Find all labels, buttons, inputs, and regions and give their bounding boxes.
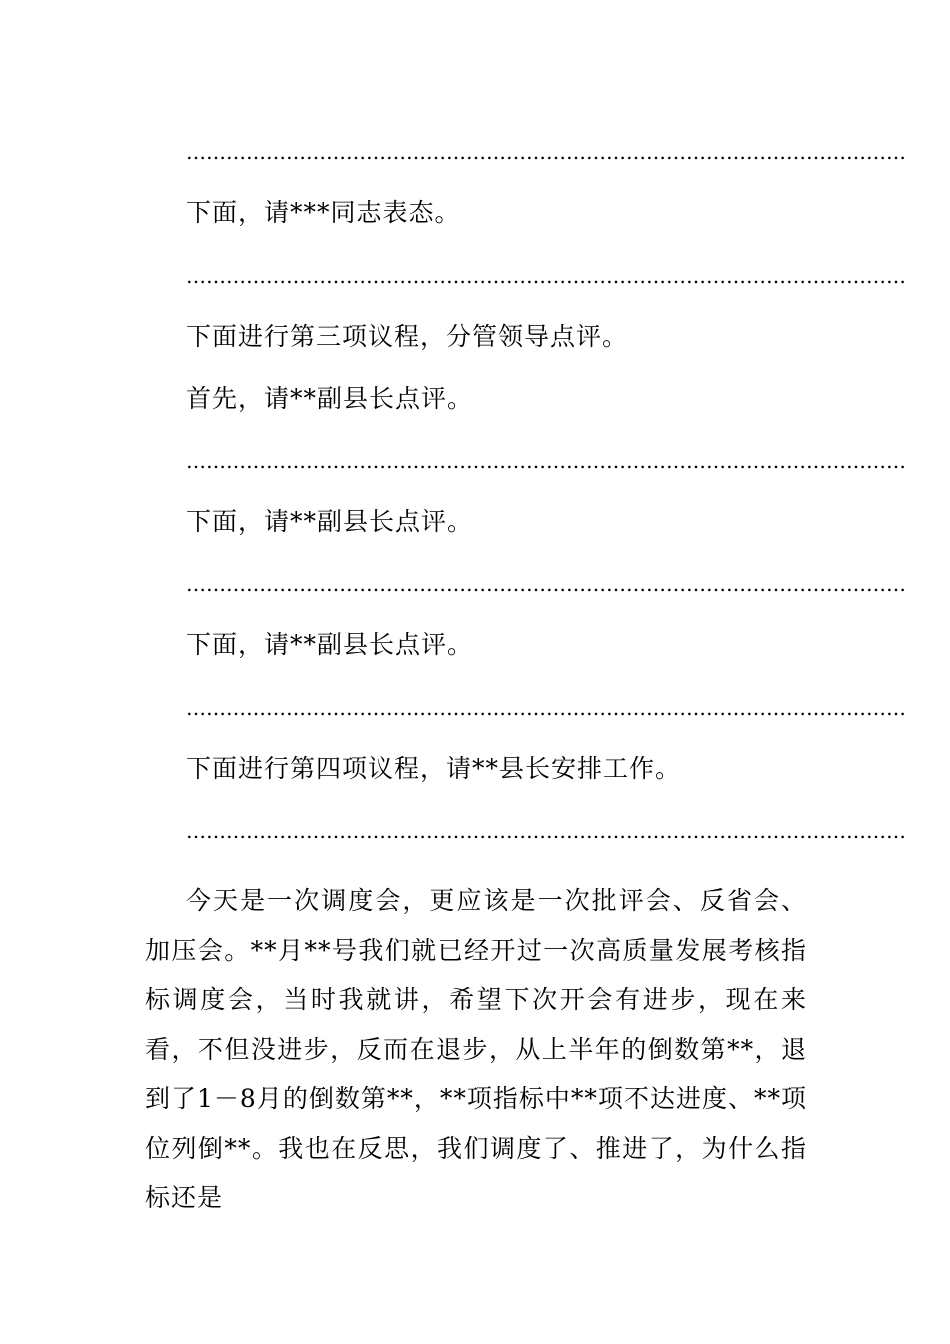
body-paragraph: 今天是一次调度会，更应该是一次批评会、反省会、加压会。**月**号我们就已经开过一次高质量发展考核指标调度会，当时我就讲，希望下次开会有进步，现在来看，不但没进步，反而在退步，从上半年的倒数第**，退到了1－8月的倒数第**，**项指标中**项不达进度、**项位列倒**。我也在反思，我们调度了、推进了，为什么指标还是: [145, 886, 807, 1212]
ellipsis-line: ………………………………………………………………………………………………: [186, 572, 906, 596]
agenda-line: 首先，请**副县长点评。: [186, 384, 474, 413]
agenda-line: 下面，请**副县长点评。: [186, 630, 474, 659]
agenda-line: 下面进行第四项议程，请**县长安排工作。: [186, 754, 682, 783]
agenda-line: 下面进行第三项议程，分管领导点评。: [186, 322, 629, 351]
ellipsis-line: ………………………………………………………………………………………………: [186, 140, 906, 164]
ellipsis-line: ………………………………………………………………………………………………: [186, 449, 906, 473]
agenda-line: 下面，请***同志表态。: [186, 198, 461, 227]
ellipsis-line: ………………………………………………………………………………………………: [186, 819, 906, 843]
agenda-line: 下面，请**副县长点评。: [186, 507, 474, 536]
ellipsis-line: ………………………………………………………………………………………………: [186, 264, 906, 288]
ellipsis-line: ………………………………………………………………………………………………: [186, 696, 906, 720]
